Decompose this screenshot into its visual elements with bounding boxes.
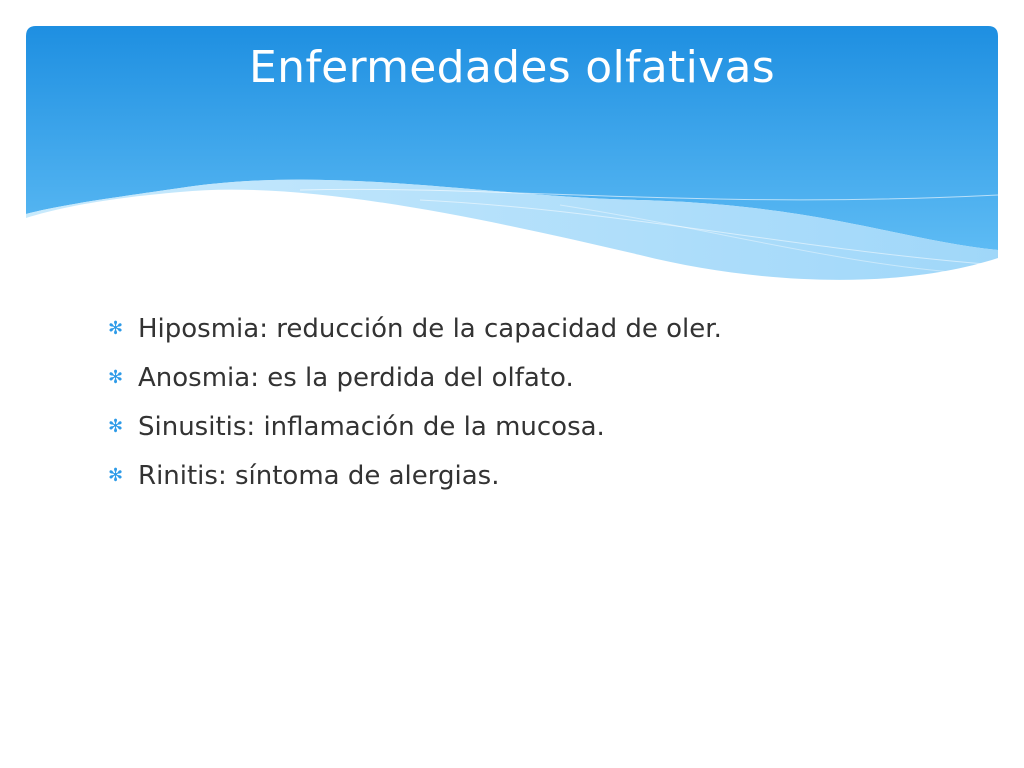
asterisk-bullet-icon: ✻: [108, 317, 124, 339]
bullet-item: [108, 304, 968, 353]
bullet-text: Hiposmia: reducción de la capacidad de oler.: [138, 313, 722, 344]
bullet-item: [108, 451, 968, 500]
bullet-item: [108, 402, 968, 451]
bullet-text: Anosmia: es la perdida del olfato.: [138, 362, 574, 393]
slide-title: Enfermedades olfativas: [249, 42, 775, 93]
bullet-item: [108, 353, 968, 402]
asterisk-bullet-icon: ✻: [108, 464, 124, 486]
asterisk-bullet-icon: ✻: [108, 415, 124, 437]
bullet-text: Sinusitis: inflamación de la mucosa.: [138, 411, 605, 442]
bullet-list: [108, 304, 968, 500]
asterisk-bullet-icon: ✻: [108, 366, 124, 388]
bullet-text: Rinitis: síntoma de alergias.: [138, 460, 500, 491]
